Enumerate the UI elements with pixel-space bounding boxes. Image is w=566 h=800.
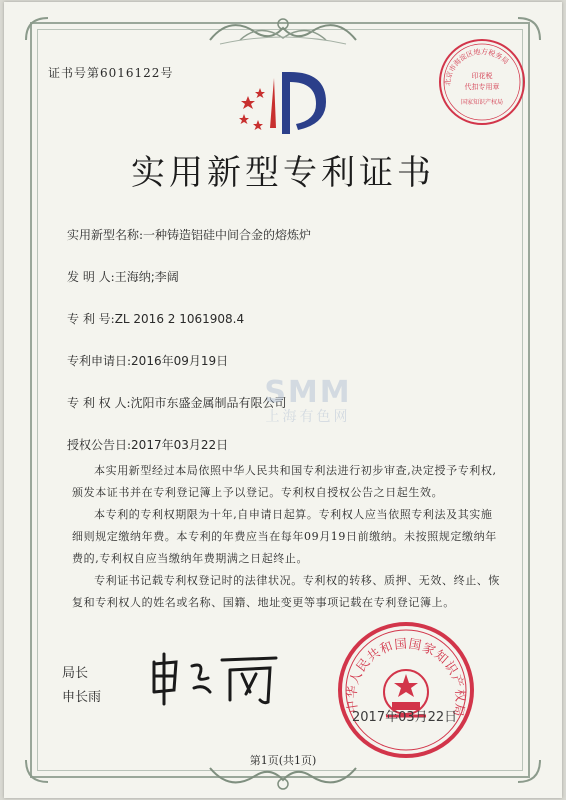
stamp-line2: 印花税 bbox=[471, 72, 493, 80]
tax-stamp-icon bbox=[436, 36, 528, 128]
page-number: 第1页(共1页) bbox=[249, 754, 317, 767]
stamp-arc-text: 北京市海淀区地方税务局 bbox=[443, 47, 510, 87]
field-value: ZL 2016 2 1061908.4 bbox=[114, 312, 245, 326]
field-patent-number bbox=[67, 310, 244, 327]
field-label: 专 利 权 人: bbox=[67, 396, 131, 410]
field-publication-date bbox=[67, 436, 228, 453]
field-value: 一种铸造铝硅中间合金的熔炼炉 bbox=[143, 228, 312, 242]
stamp-line3: 代扣专用章 bbox=[464, 83, 500, 91]
field-label: 专 利 号: bbox=[67, 312, 115, 326]
body-paragraph-1: 本实用新型经过本局依照中华人民共和国专利法进行初步审查,决定授予专利权,颁发本证书并在专利登记簿上予以登记。专利权自授权公告之日起生效。 bbox=[72, 464, 497, 499]
watermark-logo-text: SMM bbox=[264, 375, 352, 410]
top-ornament-icon bbox=[200, 10, 366, 50]
field-value: 2016年09月19日 bbox=[131, 354, 229, 368]
body-paragraph-3: 专利证书记载专利权登记时的法律状况。专利权的转移、质押、无效、终止、恢复和专利权人的姓名或名称、国籍、地址变更等事项记载在专利登记簿上。 bbox=[72, 574, 500, 609]
watermark-text: 上海有色网 bbox=[265, 409, 351, 425]
page-title: 实用新型专利证书 bbox=[131, 153, 435, 193]
stamp-line4: 国家知识产权局 bbox=[460, 99, 504, 106]
field-utility-model-name bbox=[67, 226, 311, 243]
seal-arc-text: 中华人民共和国国家知识产权局 bbox=[343, 635, 469, 719]
signature-name: 申长雨 bbox=[62, 690, 102, 705]
body-paragraph-2: 本专利的专利权期限为十年,自申请日起算。专利权人应当依照专利法及其实施细则规定缴纳年费。本专利的年费应当在每年09月19日前缴纳。未按照规定缴纳年费的,专利权自应当缴纳年费期满之日起终止。 bbox=[72, 508, 497, 565]
field-label: 实用新型名称: bbox=[67, 228, 144, 242]
field-inventor bbox=[67, 268, 179, 285]
cnipa-logo-icon bbox=[234, 68, 334, 142]
field-label: 发 明 人: bbox=[67, 270, 115, 284]
field-label: 专利申请日: bbox=[67, 354, 132, 368]
corner-ornament-icon bbox=[22, 14, 52, 44]
official-seal-icon bbox=[336, 620, 476, 760]
field-label: 授权公告日: bbox=[67, 438, 132, 452]
field-value: 沈阳市东盛金属制品有限公司 bbox=[130, 396, 287, 410]
field-value: 王海纳;李阔 bbox=[114, 270, 179, 284]
signature-title: 局长 bbox=[62, 666, 89, 681]
signature-date: 2017年03月22日 bbox=[352, 710, 458, 725]
certificate-number: 证书号第6016122号 bbox=[48, 66, 174, 80]
handwritten-signature-icon bbox=[146, 648, 286, 708]
watermark bbox=[248, 375, 368, 426]
field-application-date bbox=[67, 352, 228, 369]
field-value: 2017年03月22日 bbox=[131, 438, 229, 452]
